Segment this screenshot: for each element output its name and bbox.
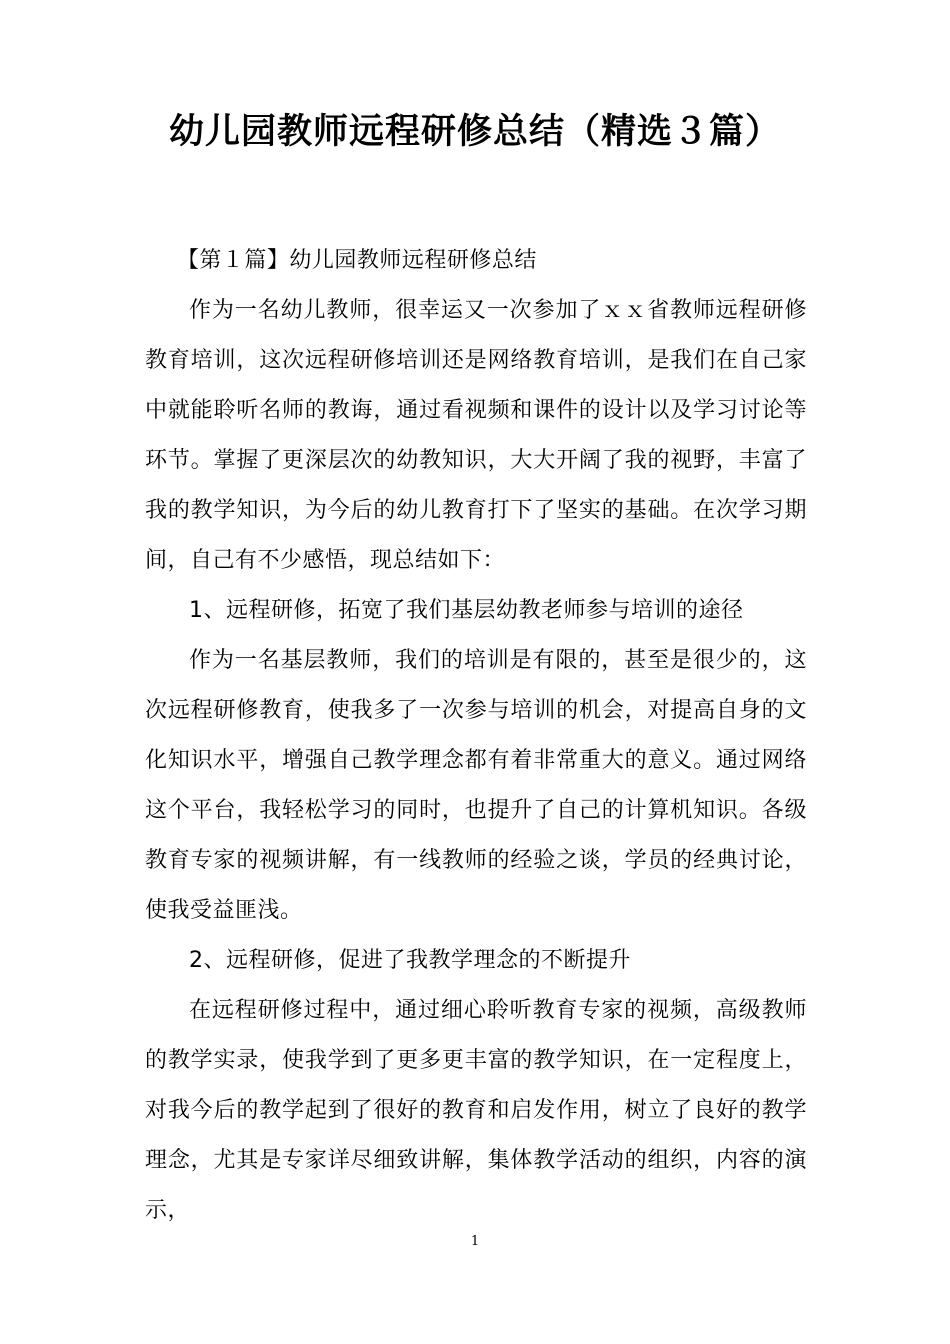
page-number: 1 (470, 1234, 480, 1249)
paragraph-point-2: 在远程研修过程中，通过细心聆听教育专家的视频，高级教师的教学实录，使我学到了更多更丰富的教学知识，在一定程度上，对我今后的教学起到了很好的教育和启发作用，树立了良好的教学理念，尤其是专家详尽细致讲解，集体教学活动的组织，内容的演示， (145, 998, 807, 1223)
paragraph-intro: 作为一名幼儿教师，很幸运又一次参加了ｘｘ省教师远程研修教育培训，这次远程研修培训还是网络教育培训，是我们在自己家中就能聆听名师的教诲，通过看视频和课件的设计以及学习讨论等环节。掌握了更深层次的幼教知识，大大开阔了我的视野，丰富了我的教学知识，为今后的幼儿教育打下了坚实的基础。在次学习期间，自己有不少感悟，现总结如下： (145, 298, 807, 573)
paragraph-point-1: 作为一名基层教师，我们的培训是有限的，甚至是很少的，这次远程研修教育，使我多了一次参与培训的机会，对提高自身的文化知识水平，增强自己教学理念都有着非常重大的意义。通过网络这个平台，我轻松学习的同时，也提升了自己的计算机知识。各级教育专家的视频讲解，有一线教师的经验之谈，学员的经典讨论，使我受益匪浅。 (145, 648, 807, 923)
point-heading-1: 1、远程研修，拓宽了我们基层幼教老师参与培训的途径 (189, 598, 744, 623)
section-heading: 【第１篇】幼儿园教师远程研修总结 (176, 248, 537, 273)
document-title: 幼儿园教师远程研修总结（精选３篇） (168, 112, 781, 152)
point-heading-2: 2、远程研修，促进了我教学理念的不断提升 (189, 948, 631, 973)
document-body (145, 236, 807, 1236)
